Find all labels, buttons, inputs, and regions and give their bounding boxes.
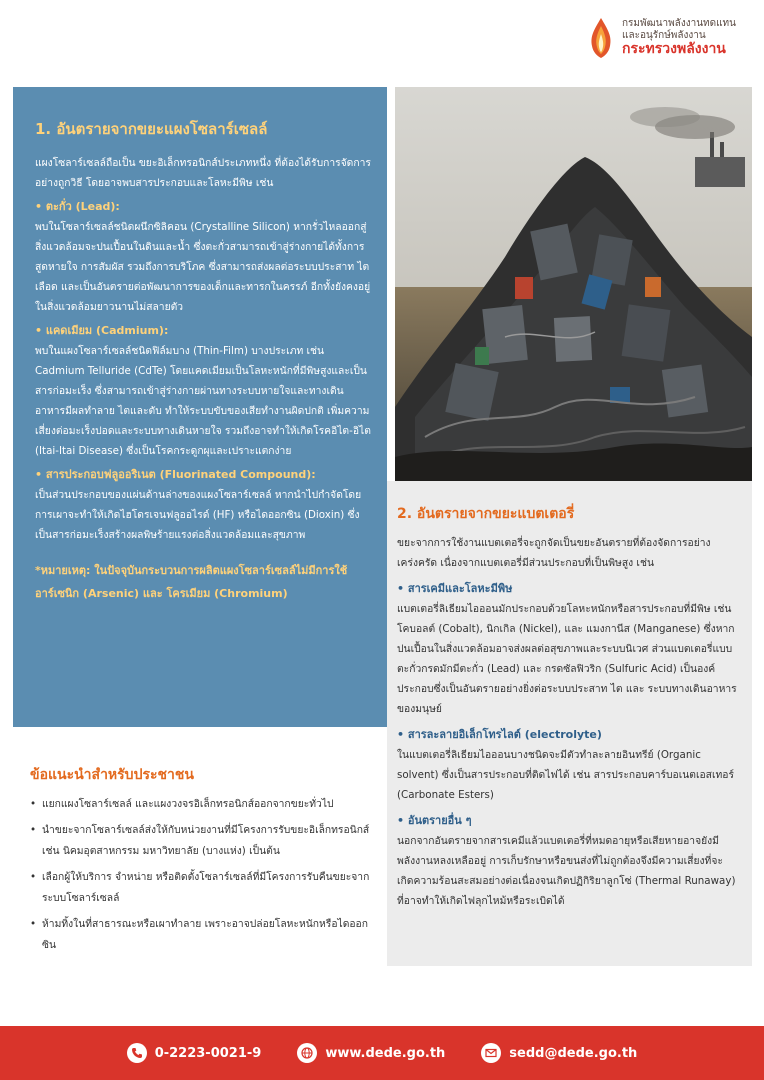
dede-logo [584, 16, 736, 60]
logo-text-line1: กรมพัฒนาพลังงานทดแทน [622, 18, 736, 30]
advice-item: • แยกแผงโซลาร์เซลล์ และแผงวงจรอิเล็กทรอนิกส์ออกจากขยะทั่วไป [30, 794, 376, 815]
cadmium-heading: • แคดเมียม (Cadmium): [35, 324, 169, 337]
solar-hazard-panel [13, 87, 387, 727]
section1-intro: แผงโซลาร์เซลล์ถือเป็น ขยะอิเล็กทรอนิกส์ประเภทหนึ่ง ที่ต้องได้รับการจัดการอย่างถูกวิธี โดยอาจพบสารประกอบและโลหะมีพิษ เช่น [35, 157, 371, 189]
advice-title: ข้อแนะนำสำหรับประชาชน [30, 767, 194, 783]
advice-item: • ห้ามทิ้งในที่สาธารณะหรือเผาทำลาย เพราะอาจปล่อยโลหะหนักหรือไดออกซิน [30, 914, 376, 956]
logo-text-ministry: กระทรวงพลังงาน [622, 41, 726, 58]
website-url: www.dede.go.th [325, 1045, 446, 1061]
phone-number: 0-2223-0021-9 [154, 1045, 262, 1061]
electrolyte-heading: • สารละลายอิเล็กโทรไลต์ (electrolyte) [397, 728, 602, 741]
electrolyte-text: ในแบตเตอรี่ลิเธียมไอออนบางชนิดจะมีตัวทำละลายอินทรีย์ (Organic solvent) ซึ่งเป็นสารประกอบที่ติดไฟได้ เช่น สารประกอบคาร์บอเนตเอสเทอร์ (Carbonate Esters) [397, 749, 734, 801]
phone-contact[interactable] [127, 1043, 262, 1063]
website-link[interactable] [297, 1043, 445, 1063]
globe-icon [297, 1043, 317, 1063]
battery-hazard-panel [387, 481, 752, 966]
other-hazards-heading: • อันตรายอื่น ๆ [397, 814, 472, 827]
advice-item: • นำขยะจากโซลาร์เซลล์ส่งให้กับหน่วยงานที่มีโครงการรับขยะอิเล็กทรอนิกส์ เช่น นิคมอุตสาหกรรม มหาวิทยาลัย (บางแห่ง) เป็นต้น [30, 820, 376, 862]
cadmium-text: พบในแผงโซลาร์เซลล์ชนิดฟิล์มบาง (Thin-Film) บางประเภท เช่น Cadmium Telluride (CdTe) โดยแคดเมียมเป็นโลหะหนักที่มีพิษสูงและเป็นสารก่อมะเร็ง ซึ่งสามารถเข้าสู่ร่างกายผ่านทางระบบหายใจและทางเดินอาหารมีผลทำลาย ไตและตับ ทำให้ระบบขับของเสียทำงานผิดปกติ เพิ่มความเสี่ยงต่อมะเร็งปอดและระบบทางเดินหายใจ รวมถึงอาจทำให้เกิดโรคอิไต-อิไต (Itai-Itai Disease) ซึ่งเป็นโรคกระดูกผุและเปราะแตกง่าย [35, 345, 371, 457]
lead-text: พบในโซลาร์เซลล์ชนิดผนึกซิลิคอน (Crystalline Silicon) หากรั่วไหลออกสู่สิ่งแวดล้อมจะปนเปื้อนในดินและน้ำ ซึ่งตะกั่วสามารถเข้าสู่ร่างกายได้ทั้งการสูดหายใจ การสัมผัส รวมถึงการบริโภค ซึ่งสามารถส่งผลต่อระบบประสาท ไต เลือด และเป็นอันตรายต่อพัฒนาการของเด็กและทารกในครรภ์ อีกทั้งยังคงอยู่ในสิ่งแวดล้อมยาวนานไม่สลายตัว [35, 221, 371, 313]
email-link[interactable] [481, 1043, 637, 1063]
email-icon [481, 1043, 501, 1063]
logo-text-line2: และอนุรักษ์พลังงาน [622, 29, 706, 41]
section1-title: 1. อันตรายจากขยะแผงโซลาร์เซลล์ [35, 120, 268, 138]
public-advice [30, 764, 376, 961]
other-hazards-text: นอกจากอันตรายจากสารเคมีแล้วแบตเตอรี่ที่หมดอายุหรือเสียหายอาจยังมีพลังงานหลงเหลืออยู่ การเก็บรักษาหรือขนส่งที่ไม่ถูกต้องจึงมีความเสี่ยงที่จะเกิดความร้อนสะสมอย่างต่อเนื่องจนเกิดปฏิกิริยาลูกโซ่ (Thermal Runaway) ที่อาจทำให้เกิดไฟลุกไหม้หรือระเบิดได้ [397, 835, 736, 907]
lead-heading: • ตะกั่ว (Lead): [35, 200, 120, 213]
fluorinated-text: เป็นส่วนประกอบของแผ่นด้านล่างของแผงโซลาร์เซลล์ หากนำไปกำจัดโดยการเผาจะทำให้เกิดไฮโดรเจนฟลูออไรด์ (HF) หรือไดออกซิน (Dioxin) ซึ่งเป็นสารก่อมะเร็งสร้างผลพิษร้ายแรงต่อสิ่งแวดล้อมและสุขภาพ [35, 489, 362, 541]
chemicals-heading: • สารเคมีและโลหะมีพิษ [397, 582, 513, 595]
chemicals-text: แบตเตอรี่ลิเธียมไอออนมักประกอบด้วยโลหะหนักหรือสารประกอบที่มีพิษ เช่น โคบอลต์ (Cobalt), นิกเกิล (Nickel), และ แมงกานีส (Manganese) ซึ่งหากปนเปื้อนในสิ่งแวดล้อมอาจส่งผลต่อสุขภาพและระบบนิเวศ ส่วนแบตเตอรี่แบบตะกั่วกรดมักมีตะกั่ว (Lead) และ กรดซัลฟิวริก (Sulfuric Acid) เป็นองค์ประกอบซึ่งเป็นอันตรายอย่างยิ่งต่อระบบประสาท ไต และ ระบบทางเดินอาหารของมนุษย์ [397, 603, 737, 715]
contact-footer [0, 1026, 764, 1080]
section2-title: 2. อันตรายจากขยะแบตเตอรี่ [397, 506, 575, 522]
section2-intro: ขยะจากการใช้งานแบตเตอรี่จะถูกจัดเป็นขยะอันตรายที่ต้องจัดการอย่างเคร่งครัด เนื่องจากแบตเตอรี่มีส่วนประกอบที่เป็นพิษสูง เช่น [397, 537, 711, 569]
phone-icon [127, 1043, 147, 1063]
section1-note: *หมายเหตุ: ในปัจจุบันกระบวนการผลิตแผงโซลาร์เซลล์ไม่มีการใช้อาร์เซนิก (Arsenic) และ โครเมียม (Chromium) [35, 564, 348, 600]
fluorinated-heading: • สารประกอบฟลูออริเนต (Fluorinated Compound): [35, 468, 316, 481]
flame-logo-icon [584, 16, 618, 60]
advice-item: • เลือกผู้ให้บริการ จำหน่าย หรือติดตั้งโซลาร์เซลล์ที่มีโครงการรับคืนขยะจากระบบโซลาร์เซลล์ [30, 867, 376, 909]
ewaste-photo [395, 87, 752, 481]
advice-list [30, 794, 376, 956]
email-address: sedd@dede.go.th [509, 1045, 638, 1061]
